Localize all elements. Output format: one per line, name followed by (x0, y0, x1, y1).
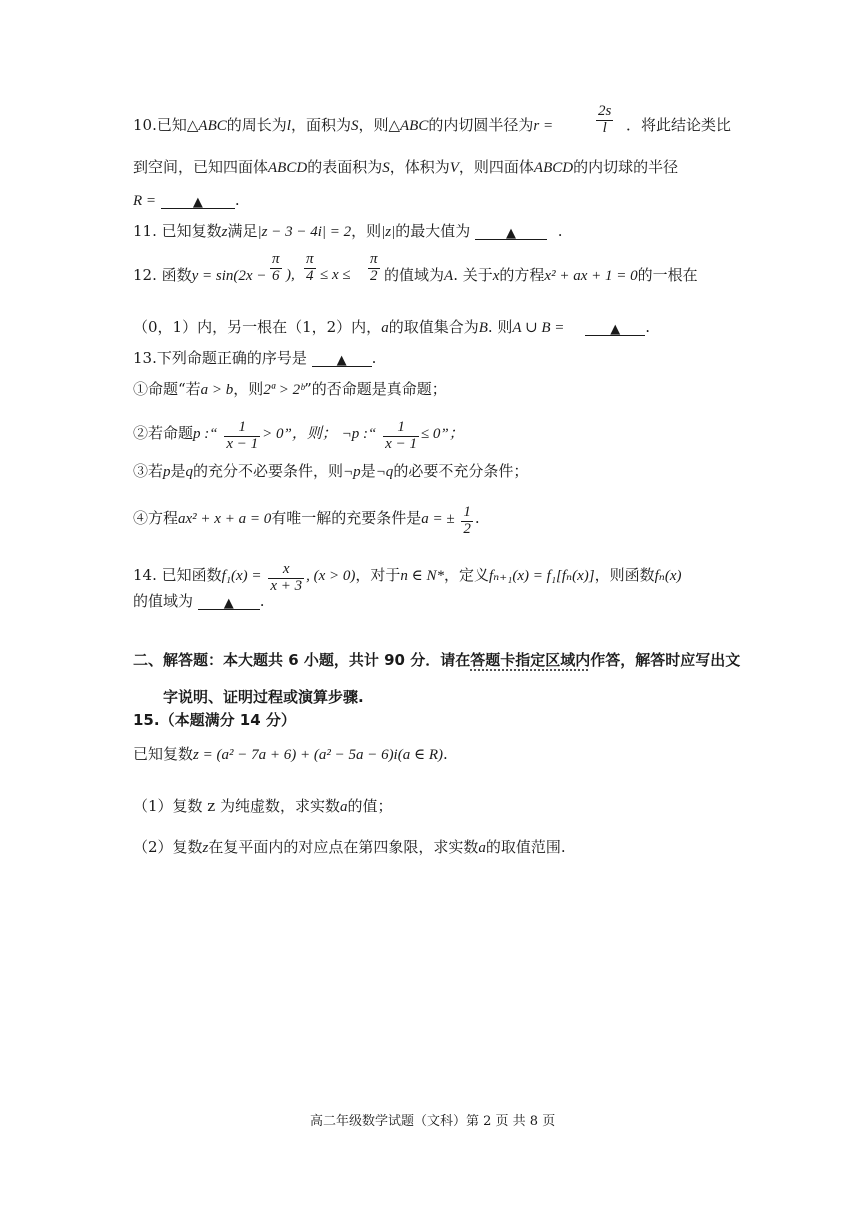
q15-part1: （1）复数 z 为纯虚数，求实数a的值； (133, 797, 393, 815)
q13-frac-2: $\frac{1}{x - 1}$ (385, 419, 417, 452)
answer-blank[interactable]: ▲ (475, 225, 547, 240)
q13-title: 13.下列命题正确的序号是 ▲ . (133, 349, 377, 368)
q13-frac-1: $\frac{1}{x - 1}$ (226, 419, 259, 452)
q11-line: 11. 已知复数z满足|z − 3 − 4i| = 2，则|z|的最大值为 ▲ . (133, 222, 563, 241)
q12-line2: （0，1）内，另一根在（1，2）内，a的取值集合为B. 则A ∪ B = ▲ . (133, 318, 650, 337)
answer-blank[interactable]: ▲ (198, 595, 260, 610)
answer-blank[interactable]: ▲ (585, 321, 645, 336)
q13-p3: ③若p是q的充分不必要条件，则¬p是¬q的必要不充分条件； (133, 462, 529, 480)
q13-p2: ②若命题p :“ $\frac{1}{x - 1}$ > 0”，则； ¬p :“ $\frac{1}{x - 1}$ ≤ 0”； (133, 419, 464, 452)
q14-line2: 的值域为 ▲ . (133, 592, 265, 611)
q12-pi-over-4: $\frac{\pi}{4}$ (306, 251, 314, 284)
answer-blank[interactable]: ▲ (312, 352, 372, 367)
q12-pi-over-6: $\frac{\pi}{6}$ (272, 251, 280, 284)
q10-fraction: $\frac{2s}{l}$ (598, 103, 612, 136)
q10-line1-end: ．将此结论类比 (626, 116, 732, 134)
q15-statement: 已知复数z = (a² − 7a + 6) + (a² − 5a − 6)i(a ∈ R). (133, 745, 448, 763)
q15-part2: （2）复数z在复平面内的对应点在第四象限，求实数a的取值范围. (133, 838, 566, 856)
q12-line1-rest: 的值域为A. 关于x的方程x² + ax + 1 = 0的一根在 (384, 266, 698, 284)
q14-line1: 14. 已知函数f₁(x) = $\frac{x}{x + 3}$ , (x > 0)，对于n ∈ N*，定义fₙ₊₁(x) = f₁[fₙ(x)]，则函数fₙ(x) (133, 561, 682, 594)
q12-line1: 12. 函数y = sin(2x − (133, 266, 267, 284)
q13-p4: ④方程ax² + x + a = 0有唯一解的充要条件是a = ± $\frac{1}{2}$ . (133, 504, 480, 537)
q15-title: 15.（本题满分 14 分） (133, 711, 296, 729)
section2-heading-line2: 字说明、证明过程或演算步骤. (163, 688, 364, 706)
answer-blank[interactable]: ▲ (161, 194, 235, 209)
q10-line2: 到空间，已知四面体ABCD的表面积为S，体积为V，则四面体ABCD的内切球的半径 (133, 158, 679, 176)
q12-range: ≤ x ≤ (320, 267, 351, 283)
q12-pi-over-2: $\frac{\pi}{2}$ (370, 251, 378, 284)
q12-close: ), (286, 267, 295, 283)
q10-line3: R = ▲ . (133, 191, 240, 210)
q13-frac-half: $\frac{1}{2}$ (463, 504, 471, 537)
page-footer: 高二年级数学试题（文科）第 2 页 共 8 页 (310, 1114, 556, 1129)
q13-p1: ①命题“若a > b，则2ª > 2ᵇ”的否命题是真命题； (133, 380, 447, 398)
q14-frac: $\frac{x}{x + 3}$ (270, 561, 303, 594)
section2-heading: 二、解答题：本大题共 6 小题，共计 90 分．请在答题卡指定区域内作答，解答时应写出文 (133, 651, 741, 669)
q10-line1: 10.已知△ABC的周长为l，面积为S，则△ABC的内切圆半径为r = (133, 116, 554, 134)
